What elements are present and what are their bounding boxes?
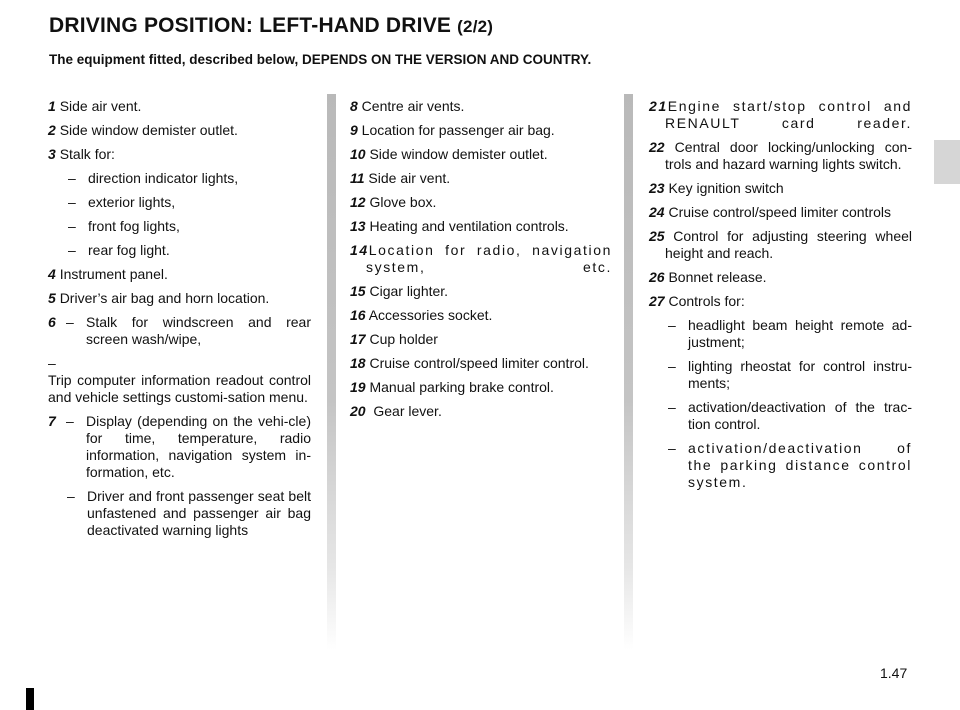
column-divider-2 (624, 94, 633, 650)
list-item-4 (48, 266, 311, 283)
item-number: 26 (649, 269, 665, 285)
page-subtitle: The equipment fitted, described below, DEPENDS ON THE VERSION AND COUNTRY. (49, 52, 592, 67)
item-text: Side window demister outlet. (59, 122, 238, 138)
dash-line: – (48, 355, 56, 371)
corner-crop-mark (26, 688, 34, 710)
item-text: Side air vent. (59, 98, 142, 114)
item-text: Display (depending on the vehi-cle) for time, temperature, radio information, navigation system in-formation, etc. (86, 413, 311, 480)
item-number: 12 (350, 194, 366, 210)
list-item-17 (350, 331, 612, 348)
sub-item (649, 317, 912, 351)
page-title (49, 14, 493, 38)
sub-item (649, 399, 912, 433)
column-1 (48, 98, 311, 546)
list-item-27 (649, 293, 912, 310)
list-item-15 (350, 283, 612, 300)
list-item-1 (48, 98, 311, 115)
column-2 (350, 98, 612, 427)
list-item-3 (48, 146, 311, 163)
item-text: Stalk for: (59, 146, 115, 162)
list-item-21 (649, 98, 912, 132)
dash-mark: – (66, 413, 74, 429)
item-number: 7 (48, 413, 56, 429)
list-item-12 (350, 194, 612, 211)
item-text: Engine start/stop control and RENAULT card reader. (665, 98, 912, 131)
item-number: 20 (350, 403, 366, 419)
item-number: 23 (649, 180, 665, 196)
item-text: Heating and ventilation controls. (365, 218, 569, 234)
item-text: Controls for: (664, 293, 745, 309)
list-item-26 (649, 269, 912, 286)
list-item-7 (48, 413, 311, 481)
item-number: 16 (350, 307, 366, 323)
item-text: Bonnet release. (664, 269, 767, 285)
list-item-13 (350, 218, 612, 235)
item-number: 27 (649, 293, 665, 309)
item-number: 18 (350, 355, 366, 371)
dash-mark: – (68, 218, 76, 234)
list-item-10 (350, 146, 612, 163)
dash-mark: – (67, 488, 75, 504)
list-item-18 (350, 355, 612, 372)
sub-item (48, 194, 311, 211)
column-3 (649, 98, 912, 498)
column-divider-1 (327, 94, 336, 650)
item-number: 4 (48, 266, 56, 282)
item-number: 21 (649, 98, 668, 114)
item-text: Accessories socket. (365, 307, 493, 323)
item-number: 19 (350, 379, 366, 395)
item-text: Driver’s air bag and horn location. (59, 290, 270, 306)
item-text: Cigar lighter. (365, 283, 449, 299)
item-number: 10 (350, 146, 366, 162)
item-6-extra-text: Trip computer information readout control and vehicle settings customi-sation menu. (48, 372, 311, 405)
dash-mark: – (668, 399, 676, 415)
item-text: Manual parking brake control. (365, 379, 554, 395)
item-text: Control for adjusting steering wheel height and reach. (664, 228, 912, 261)
page-number: 1.47 (880, 665, 908, 681)
sub-item (48, 170, 311, 187)
list-item-22 (649, 139, 912, 173)
item-number: 17 (350, 331, 366, 347)
item-text: Side air vent. (364, 170, 451, 186)
list-item-16 (350, 307, 612, 324)
item-text: Gear lever. (365, 403, 442, 419)
item-text: Key ignition switch (664, 180, 784, 196)
item-text: Stalk for windscreen and rear screen wash/wipe, (86, 314, 311, 347)
list-item-2 (48, 122, 311, 139)
list-item-20 (350, 403, 612, 420)
item-text: Location for radio, navigation system, etc. (366, 242, 612, 275)
sub-item-text: headlight beam height remote ad-justment; (688, 317, 912, 350)
item-text: Cup holder (365, 331, 438, 347)
item-number: 6 (48, 314, 56, 330)
item-number: 8 (350, 98, 358, 114)
item-text: Central door locking/unlocking con-trols and hazard warning lights switch. (664, 139, 912, 172)
sub-item (649, 440, 912, 491)
item-number: 9 (350, 122, 358, 138)
sub-item-text: front fog lights, (88, 218, 180, 234)
item-text: Location for passenger air bag. (357, 122, 555, 138)
sub-item-text: Driver and front passenger seat belt unfastened and passenger air bag deactivated warning lights (87, 488, 311, 538)
sub-item (48, 218, 311, 235)
item-text: Side window demister outlet. (365, 146, 548, 162)
list-item-14 (350, 242, 612, 276)
dash-mark: – (68, 170, 76, 186)
list-item-9 (350, 122, 612, 139)
item-text: Glove box. (365, 194, 437, 210)
sub-item (649, 358, 912, 392)
dash-mark: – (668, 317, 676, 333)
item-text: Centre air vents. (357, 98, 465, 114)
list-item-25 (649, 228, 912, 262)
sub-item-text: activation/deactivation of the parking distance control system. (688, 440, 912, 490)
sub-item-text: direction indicator lights, (88, 170, 239, 186)
item-number: 14 (350, 242, 369, 258)
item-number: 22 (649, 139, 665, 155)
item-text: Cruise control/speed limiter control. (365, 355, 589, 371)
item-number: 3 (48, 146, 56, 162)
list-item-8 (350, 98, 612, 115)
item-number: 11 (350, 170, 365, 186)
item-number: 13 (350, 218, 366, 234)
dash-mark: – (68, 242, 76, 258)
dash-mark: – (66, 314, 74, 330)
item-number: 15 (350, 283, 366, 299)
item-text: Cruise control/speed limiter controls (664, 204, 891, 220)
item-number: 1 (48, 98, 56, 114)
list-item-19 (350, 379, 612, 396)
section-tab-marker (934, 140, 960, 184)
list-item-11 (350, 170, 612, 187)
title-main: DRIVING POSITION: LEFT-HAND DRIVE (49, 14, 452, 37)
dash-mark: – (668, 358, 676, 374)
item-number: 24 (649, 204, 665, 220)
sub-item (48, 488, 311, 539)
sub-item-text: lighting rheostat for control instru-ments; (688, 358, 912, 391)
list-item-23 (649, 180, 912, 197)
list-item-5 (48, 290, 311, 307)
sub-item (48, 242, 311, 259)
item-text: Instrument panel. (59, 266, 168, 282)
item-number: 25 (649, 228, 665, 244)
sub-item-text: exterior lights, (88, 194, 176, 210)
list-item-24 (649, 204, 912, 221)
dash-mark: – (68, 194, 76, 210)
sub-item-text: activation/deactivation of the trac-tion control. (688, 399, 912, 432)
item-number: 5 (48, 290, 56, 306)
dash-mark: – (668, 440, 676, 456)
list-item-6 (48, 314, 311, 348)
sub-item-text: rear fog light. (88, 242, 170, 258)
item-number: 2 (48, 122, 56, 138)
title-part: (2/2) (457, 17, 494, 36)
